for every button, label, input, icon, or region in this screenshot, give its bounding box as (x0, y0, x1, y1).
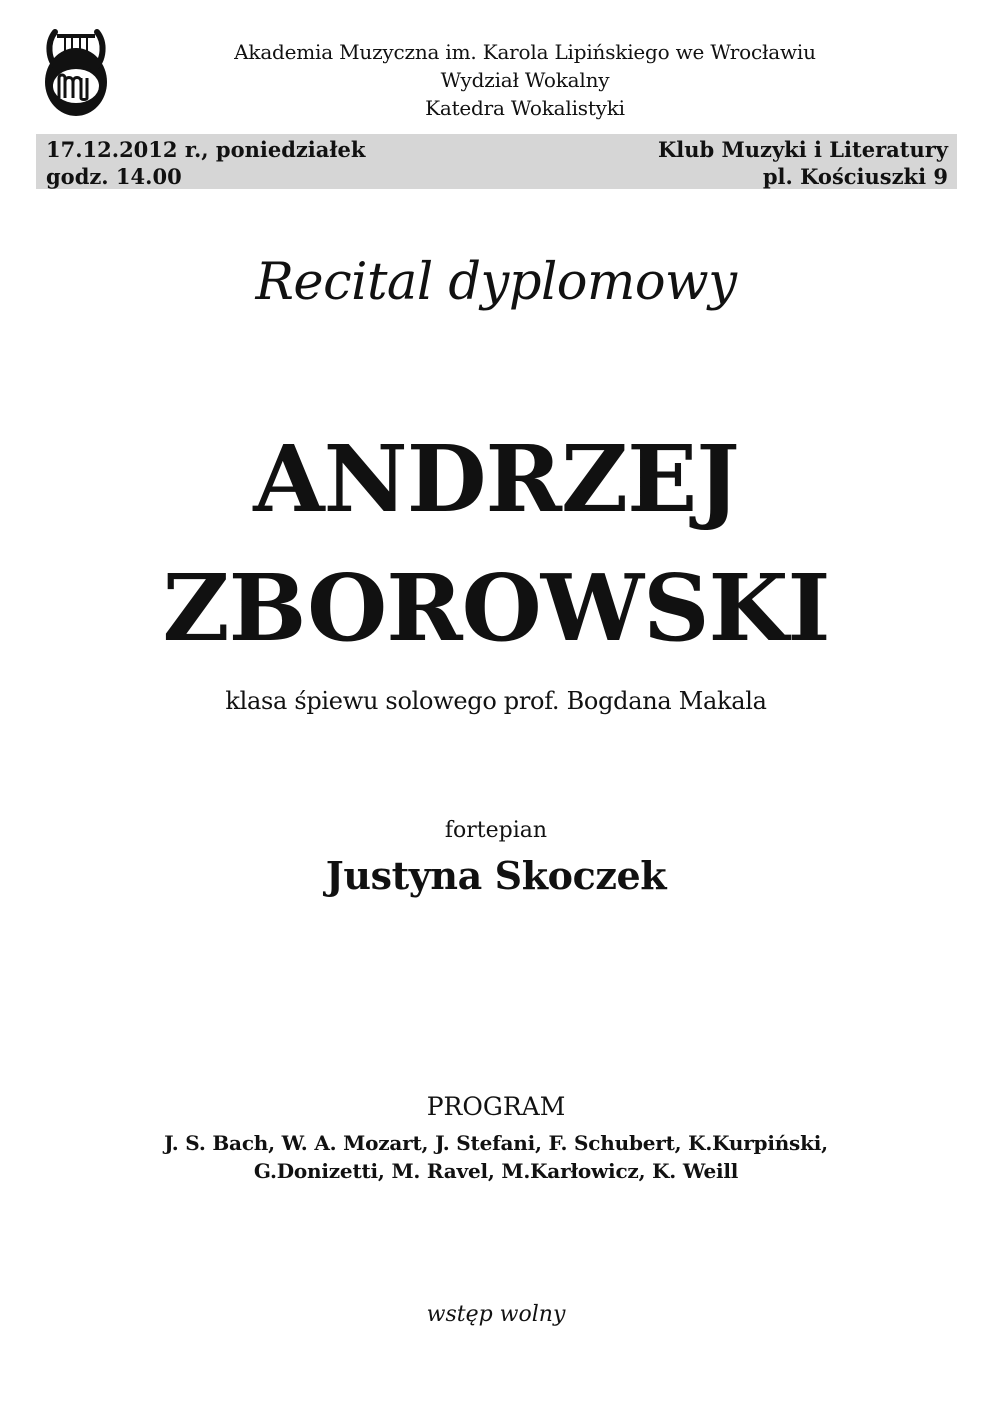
performer-last-name: ZBOROWSKI (162, 554, 830, 662)
accompanist-name: Justyna Skoczek (325, 853, 667, 898)
institution-block (200, 38, 850, 122)
admission-note: wstęp wolny (426, 1302, 566, 1327)
venue-name: Klub Muzyki i Literatury (658, 137, 948, 162)
program-composers-line-1: J. S. Bach, W. A. Mozart, J. Stefani, F. Schubert, K.Kurpiński, (164, 1131, 828, 1155)
accompaniment-label: fortepian (444, 818, 548, 843)
venue-block (658, 136, 948, 190)
performer-first-name: ANDRZEJ (253, 425, 739, 533)
academy-name: Akademia Muzyczna im. Karola Lipińskiego we Wrocławiu (234, 40, 816, 64)
event-date: 17.12.2012 r., poniedziałek (46, 137, 366, 162)
event-time: godz. 14.00 (46, 164, 182, 189)
department-name: Katedra Wokalistyki (425, 96, 625, 120)
faculty-name: Wydział Wokalny (440, 68, 610, 92)
venue-address: pl. Kościuszki 9 (762, 164, 948, 189)
class-info: klasa śpiewu solowego prof. Bogdana Makala (225, 687, 767, 715)
program-composers-line-2: G.Donizetti, M. Ravel, M.Karłowicz, K. Weill (253, 1159, 739, 1183)
lyre-icon (43, 26, 109, 118)
date-time-block (46, 136, 365, 190)
event-info-bar (36, 134, 957, 189)
program-title: PROGRAM (426, 1092, 566, 1121)
event-type: Recital dyplomowy (255, 253, 737, 312)
